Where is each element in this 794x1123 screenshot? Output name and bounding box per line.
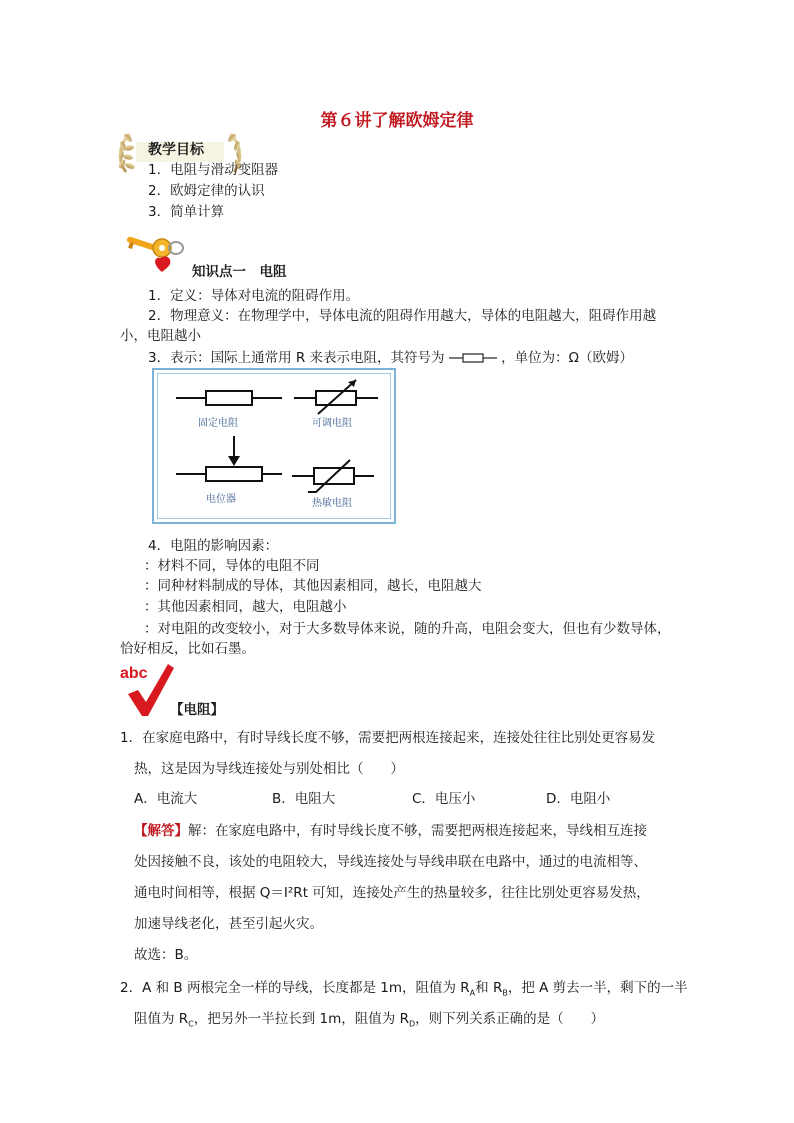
section-heading-goals: 教学目标 [148,142,204,158]
goal-item: 3．简单计算 [148,204,225,220]
section-heading-kp1: 知识点一 电阻 [192,264,287,280]
answer-text: 解：在家庭电路中，有时导线长度不够，需要把两根连接起来，导线相互连接 [188,823,647,839]
kp1-representation-text: 3．表示：国际上通常用 R 来表示电阻，其符号为 [148,350,445,366]
q2-text: ，则下列关系正确的是（ ） [415,1011,605,1027]
abc-check-icon [118,660,176,718]
goal-item: 2．欧姆定律的认识 [148,183,265,199]
question-1-line2: 热，这是因为导线连接处与别处相比（ ） [134,761,404,777]
kp1-meaning-line2: 小，电阻越小 [120,328,201,344]
q2-sub: A [469,988,476,998]
q2-text: 阻值为 R [134,1011,189,1027]
question-2-line2 [134,1009,604,1035]
kp1-factors-heading: 4．电阻的影响因素： [148,538,279,554]
answer-line4: 加速导线老化，甚至引起火灾。 [134,916,323,932]
kp1-definition: 1．定义：导体对电流的阻碍作用。 [148,288,360,304]
answer-line1 [134,821,647,841]
kp1-meaning-line1: 2．物理意义：在物理学中，导体电流的阻碍作用越大，导体的电阻越大，阻碍作用越 [148,308,657,324]
option-c: C．电压小 [412,791,476,807]
figure-label-thermistor: 热敏电阻 [312,498,352,509]
kp1-factor: ：同种材料制成的导体，其他因素相同，越长，电阻越大 [144,578,482,594]
resistor-types-figure [152,368,396,524]
kp1-factor-cont: 恰好相反，比如石墨。 [120,641,255,657]
resistor-symbol-icon [449,352,497,364]
q2-text: ，把 A 剪去一半，剩下的一半 [507,980,688,996]
figure-label-adjustable: 可调电阻 [312,418,352,429]
kp1-factor: ：材料不同，导体的电阻不同 [144,558,320,574]
key-heart-icon [124,228,190,274]
option-a: A．电流大 [134,791,198,807]
q2-text: 和 R [475,980,503,996]
answer-line2: 处因接触不良，该处的电阻较大，导线连接处与导线串联在电路中，通过的电流相等、 [134,854,647,870]
option-b: B．电阻大 [272,791,336,807]
kp1-unit-text: ，单位为：Ω（欧姆） [501,350,633,366]
abc-logo-text: abc [120,665,148,682]
kp1-representation [148,348,633,368]
q2-sub: B [502,988,508,998]
page-title: 第６讲了解欧姆定律 [320,111,474,131]
question-2-line1 [120,978,688,1004]
answer-tag: 【解答】 [134,823,188,839]
figure-label-fixed: 固定电阻 [198,418,238,429]
answer-line3: 通电时间相等，根据 Q＝I²Rt 可知，连接处产生的热量较多，往往比别处更容易发热， [134,885,650,901]
question-1-line1: 1．在家庭电路中，有时导线长度不够，需要把两根连接起来，连接处往往比别处更容易发 [120,730,656,746]
option-d: D．电阻小 [546,791,611,807]
exercise-tag: 【电阻】 [170,702,224,718]
kp1-factor: ：对电阻的改变较小，对于大多数导体来说，随的升高，电阻会变大，但也有少数导体， [144,621,671,637]
q2-text: ，把另外一半拉长到 1m，阻值为 R [193,1011,409,1027]
kp1-factor: ：其他因素相同，越大，电阻越小 [144,599,347,615]
q2-sub: D [408,1019,416,1029]
goal-item: 1．电阻与滑动变阻器 [148,162,279,178]
q2-sub: C [188,1019,194,1029]
answer-choice: 故选：B。 [134,947,198,963]
q2-text: 2．A 和 B 两根完全一样的导线，长度都是 1m，阻值为 R [120,980,470,996]
figure-label-potentiometer: 电位器 [206,494,236,505]
